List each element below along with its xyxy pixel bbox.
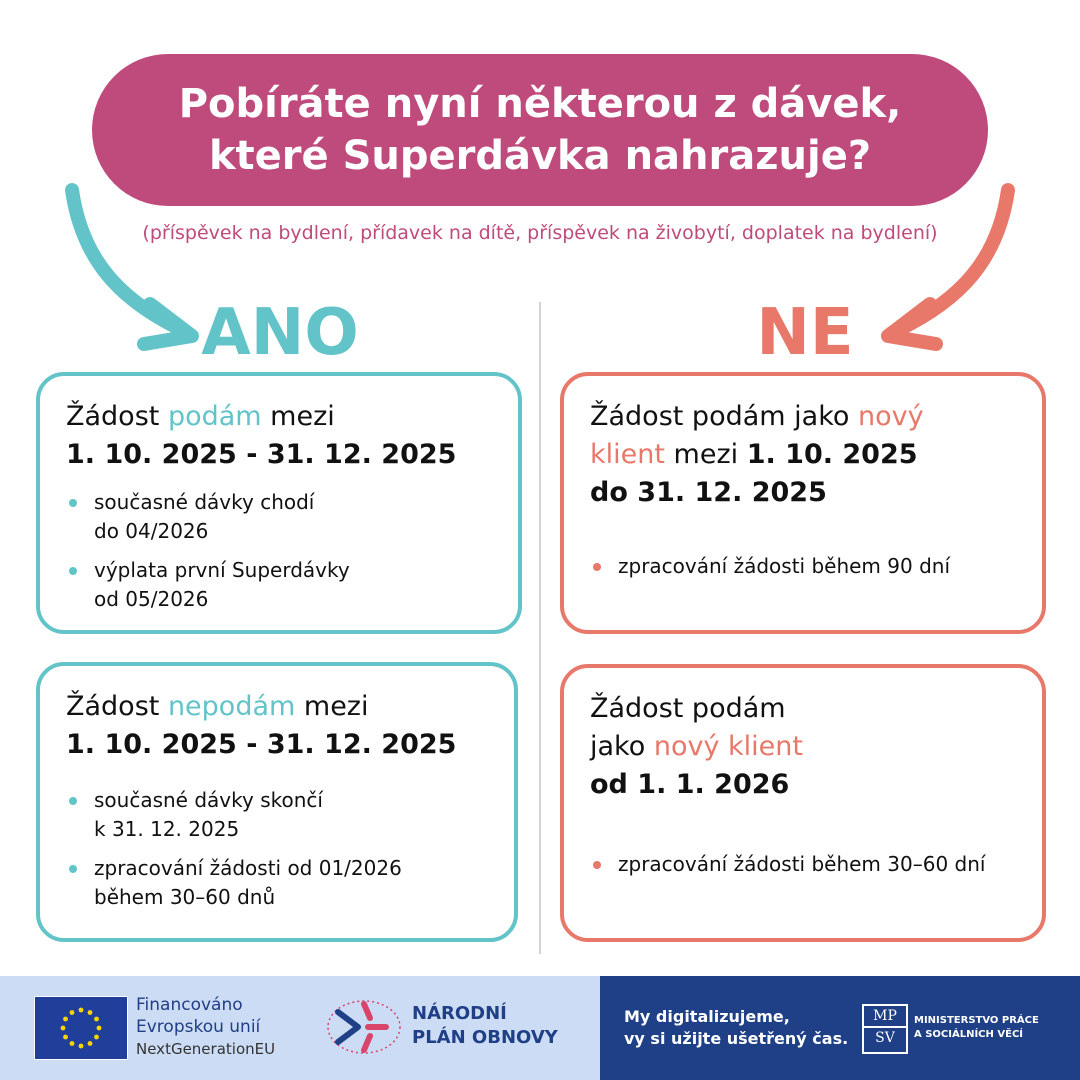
npo-text — [412, 1002, 558, 1050]
list-item: současné dávky skončí k 31. 12. 2025 — [66, 786, 488, 844]
bullet-list — [590, 850, 1016, 879]
eu-flag-icon — [34, 996, 128, 1060]
list-item: zpracování žádosti během 90 dní — [590, 552, 1016, 581]
npo-text-line: NÁRODNÍ — [412, 1003, 507, 1024]
bullet-list — [66, 488, 492, 614]
footer-funding — [0, 976, 600, 1080]
heading-date: do 31. 12. 2025 — [590, 477, 827, 508]
mpsv-text — [914, 1014, 1039, 1042]
card-ano-apply — [36, 372, 522, 634]
divider — [539, 302, 541, 954]
heading-highlight: nový klient — [653, 731, 803, 762]
heading-highlight: nový — [857, 401, 924, 432]
slogan-line: vy si užijte ušetřený čas. — [624, 1029, 849, 1048]
card-ne-apply-2025 — [560, 372, 1046, 634]
eu-text-line: Financováno — [136, 995, 243, 1015]
question-line-1: Pobíráte nyní některou z dávek, — [178, 81, 902, 127]
footer-ministry — [600, 976, 1080, 1080]
card-heading — [66, 688, 488, 764]
npo-text-line: PLÁN OBNOVY — [412, 1027, 558, 1048]
card-ano-not-apply — [36, 662, 518, 942]
card-ne-apply-2026 — [560, 664, 1046, 942]
mpsv-text-line: A SOCIÁLNÍCH VĚCÍ — [914, 1029, 1024, 1040]
card-heading — [590, 398, 1016, 512]
list-item: současné dávky chodí do 04/2026 — [66, 488, 492, 546]
card-heading — [590, 690, 1016, 804]
npo-logo-icon — [324, 994, 404, 1060]
eu-text-line: NextGenerationEU — [136, 1040, 276, 1058]
bullet-list — [66, 786, 488, 912]
list-item: zpracování žádosti od 01/2026 během 30–60 dnů — [66, 854, 488, 912]
heading-text: mezi — [295, 691, 369, 722]
heading-text: Žádost — [66, 401, 168, 432]
heading-text: mezi — [261, 401, 335, 432]
heading-text: Žádost — [66, 691, 168, 722]
question-subtitle: (příspěvek na bydlení, přídavek na dítě, příspěvek na živobytí, doplatek na bydlení) — [142, 222, 938, 244]
slogan — [624, 1006, 848, 1050]
mpsv-text-line: MINISTERSTVO PRÁCE — [914, 1015, 1039, 1026]
question-line-2: které Superdávka nahrazuje? — [208, 133, 872, 179]
heading-text: jako — [590, 731, 654, 762]
list-item: zpracování žádosti během 30–60 dní — [590, 850, 1016, 879]
answer-yes: ANO — [201, 296, 359, 370]
mpsv-logo-icon: MP SV — [862, 1004, 908, 1054]
list-item: výplata první Superdávky od 05/2026 — [66, 556, 492, 614]
heading-dates: 1. 10. 2025 - 31. 12. 2025 — [66, 729, 457, 760]
heading-date: od 1. 1. 2026 — [590, 769, 790, 800]
card-heading — [66, 398, 492, 474]
bullet-list — [590, 552, 1016, 581]
question-banner — [92, 54, 988, 206]
eu-text-line: Evropskou unií — [136, 1017, 261, 1037]
heading-text: mezi — [664, 439, 747, 470]
answer-no: NE — [756, 296, 854, 370]
heading-highlight: klient — [590, 439, 665, 470]
heading-text: Žádost podám jako — [590, 401, 858, 432]
heading-dates: 1. 10. 2025 - 31. 12. 2025 — [66, 439, 457, 470]
eu-funding-text — [136, 994, 275, 1060]
heading-highlight: nepodám — [167, 691, 296, 722]
heading-text: Žádost podám — [590, 693, 786, 724]
heading-date: 1. 10. 2025 — [746, 439, 918, 470]
slogan-line: My digitalizujeme, — [624, 1007, 790, 1026]
heading-highlight: podám — [167, 401, 262, 432]
